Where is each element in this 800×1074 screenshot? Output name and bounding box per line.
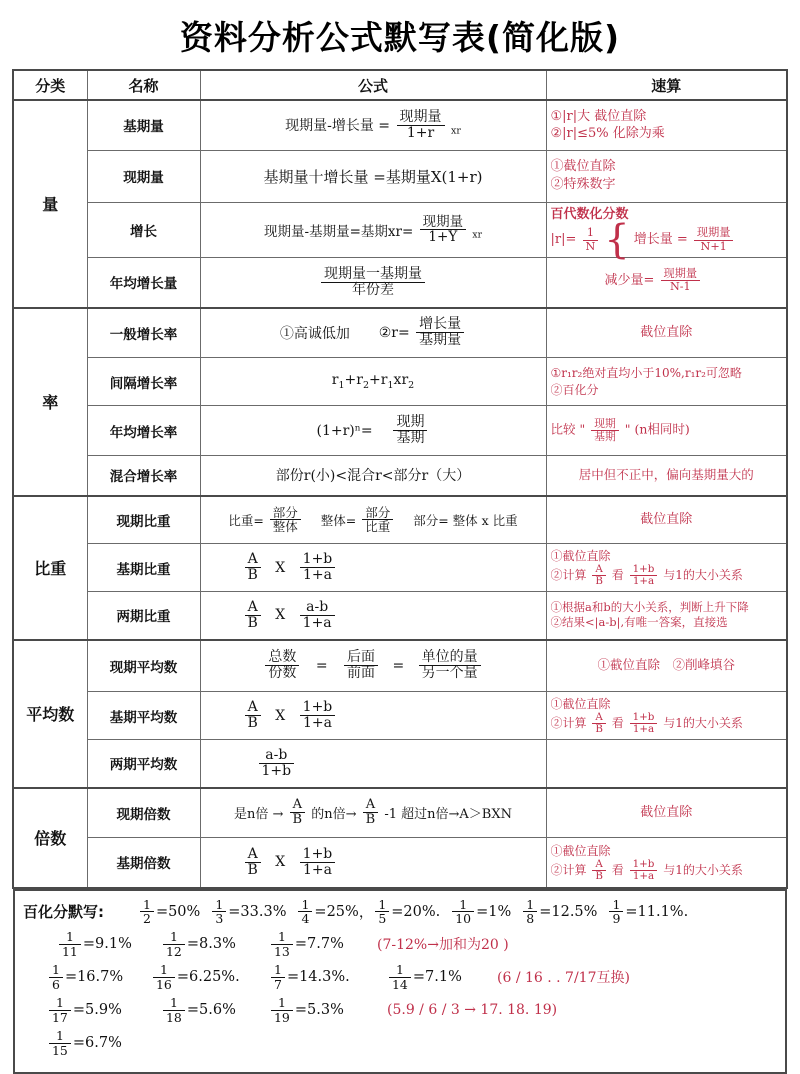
fraction-ab: $\frac{A}{B}$ bbox=[245, 700, 261, 731]
fraction: $\frac{\text{总数}}{\text{份数}}$ bbox=[265, 650, 299, 681]
table-row bbox=[13, 496, 787, 544]
row-name: 年均增长量 bbox=[87, 258, 200, 308]
row-formula bbox=[200, 358, 546, 406]
formula-part1: ①高诚低加 bbox=[279, 325, 350, 342]
fraction: $\frac{\text{现期量}}{N+1}$ bbox=[694, 227, 734, 252]
formula-part2: ②r= bbox=[378, 324, 410, 341]
memo-row bbox=[23, 1029, 777, 1057]
fraction-ratio: $\frac{1+b}{1+a}$ bbox=[300, 847, 336, 878]
fast-line: ①截位直除 bbox=[550, 843, 611, 858]
fast-line: ①截位直除 bbox=[550, 696, 611, 711]
row-name: 现期倍数 bbox=[87, 788, 200, 838]
formula-part2: 整体= bbox=[320, 512, 357, 528]
row-formula bbox=[200, 496, 546, 544]
category-bizhong: 比重 bbox=[13, 496, 87, 640]
formula-part3: -1 超过n倍→A＞BXN bbox=[384, 807, 512, 823]
memo-item: $\frac{1}{11}$ =9.1% bbox=[57, 930, 161, 958]
row-formula bbox=[200, 788, 546, 838]
row-fast-calc bbox=[546, 838, 787, 888]
fraction: $\frac{A}{B}$ bbox=[363, 798, 379, 827]
fast-line: ②计算 $\frac{A}{B}$ 看 $\frac{1+b}{1+a}$ 与1的大小关系 bbox=[550, 857, 743, 882]
memo-item: $\frac{1}{2}$ =50% bbox=[138, 898, 200, 926]
fraction: $\frac{\text{单位的量}}{\text{另一个量}}$ bbox=[419, 650, 481, 681]
equals-sign: = bbox=[315, 657, 328, 674]
row-formula bbox=[200, 308, 546, 358]
fraction: $\frac{\text{增长量}}{\text{基期量}}$ bbox=[416, 317, 464, 348]
decrease-amount-formula: 减少量= $\frac{\text{现期量}}{N-1}$ bbox=[605, 268, 703, 293]
table-row bbox=[13, 544, 787, 592]
fraction-ratio: $\frac{1+b}{1+a}$ bbox=[300, 700, 336, 731]
row-fast-calc bbox=[546, 100, 787, 150]
row-name: 间隔增长率 bbox=[87, 358, 200, 406]
fraction: $\frac{\text{后面}}{\text{前面}}$ bbox=[344, 650, 378, 681]
row-formula bbox=[200, 740, 546, 788]
interval-growth-formula: $r_1+r_2+r_1xr_2$ bbox=[331, 372, 415, 391]
memo-item: $\frac{1}{17}$ =5.9% bbox=[47, 996, 161, 1024]
row-name: 一般增长率 bbox=[87, 308, 200, 358]
lr-definition: |r|= $\frac{1}{N}$ bbox=[551, 227, 601, 252]
row-formula bbox=[200, 640, 546, 692]
memo-title: 百化分默写: bbox=[23, 903, 104, 921]
memo-note: (7-12%→加和为20 ) bbox=[377, 937, 509, 954]
row-name: 增长 bbox=[87, 202, 200, 258]
row-fast-calc bbox=[546, 740, 787, 788]
formula-part3: 部分= 整体 x 比重 bbox=[413, 512, 518, 528]
row-formula bbox=[200, 692, 546, 740]
table-header-row bbox=[13, 70, 787, 100]
fast-line: 截位直除 bbox=[640, 512, 693, 528]
row-formula bbox=[200, 592, 546, 640]
multiply-sign: X bbox=[275, 854, 286, 871]
row-formula bbox=[200, 100, 546, 150]
table-row bbox=[13, 202, 787, 258]
memo-row bbox=[23, 963, 777, 991]
row-fast-calc bbox=[546, 788, 787, 838]
row-formula bbox=[200, 406, 546, 456]
row-fast-calc bbox=[546, 544, 787, 592]
header-name: 名称 bbox=[87, 70, 200, 100]
fraction: $\frac{1+b}{1+a}$ bbox=[630, 859, 658, 882]
fast-brace-group bbox=[550, 217, 783, 264]
row-fast-calc bbox=[546, 150, 787, 202]
table-row bbox=[13, 740, 787, 788]
row-name: 两期平均数 bbox=[87, 740, 200, 788]
formula-part1: 是n倍 → bbox=[234, 807, 284, 823]
row-formula: 基期量十增长量 =基期量X(1+r) bbox=[200, 150, 546, 202]
fraction: $\frac{\text{部分}}{\text{比重}}$ bbox=[362, 506, 393, 534]
brace-icon: { bbox=[604, 217, 630, 264]
fraction: $\frac{\text{现期量}}{1+Y}$ bbox=[420, 215, 467, 245]
table-row bbox=[13, 308, 787, 358]
fraction: $\frac{A}{B}$ bbox=[592, 564, 606, 587]
table-row bbox=[13, 692, 787, 740]
fast-line: ①截位直除 bbox=[550, 548, 611, 563]
table-row bbox=[13, 406, 787, 456]
formula-part1: 比重= bbox=[228, 512, 264, 528]
fraction-ratio: $\frac{1+b}{1+a}$ bbox=[300, 552, 336, 583]
fast-line: ②结果<|a-b|,有唯一答案，直接选 bbox=[550, 615, 728, 630]
fast-suffix: " (n相同时) bbox=[624, 422, 690, 438]
fast-line: ②特殊数字 bbox=[550, 177, 616, 192]
fast-line: ②计算 $\frac{A}{B}$ 看 $\frac{1+b}{1+a}$ 与1的大小关系 bbox=[550, 711, 743, 736]
fast-line: ①根据a和b的大小关系，判断上升下降 bbox=[550, 599, 749, 614]
memo-item: $\frac{1}{15}$ =6.7% bbox=[47, 1029, 122, 1057]
fraction-ab: $\frac{A}{B}$ bbox=[245, 552, 261, 583]
table-row bbox=[13, 592, 787, 640]
fast-prefix: 比较 " bbox=[550, 422, 586, 438]
table-row bbox=[13, 258, 787, 308]
fraction: $\frac{\text{现期}}{\text{基期}}$ bbox=[393, 415, 427, 446]
row-name: 基期平均数 bbox=[87, 692, 200, 740]
memo-item: $\frac{1}{7}$ =14.3%. bbox=[269, 963, 387, 991]
fast-line: 居中但不正中，偏向基期量大的 bbox=[578, 466, 754, 482]
category-liang: 量 bbox=[13, 100, 87, 308]
row-name: 年均增长率 bbox=[87, 406, 200, 456]
memo-item: $\frac{1}{3}$ =33.3% bbox=[210, 898, 286, 926]
fast-line: ②|r|≤5% 化除为乘 bbox=[550, 126, 665, 142]
equals-sign: = bbox=[392, 657, 405, 674]
fraction: $\frac{\text{现期量一基期量}}{\text{年份差}}$ bbox=[321, 267, 425, 298]
row-name: 现期平均数 bbox=[87, 640, 200, 692]
fast-line: ②计算 $\frac{A}{B}$ 看 $\frac{1+b}{1+a}$ 与1的大小关系 bbox=[550, 563, 743, 588]
fraction: $\frac{\text{部分}}{\text{整体}}$ bbox=[270, 506, 301, 534]
table-row bbox=[13, 100, 787, 150]
memo-item: $\frac{1}{19}$ =5.3% bbox=[269, 996, 387, 1024]
table-row bbox=[13, 788, 787, 838]
memo-item: $\frac{1}{8}$ =12.5% bbox=[521, 898, 597, 926]
fraction-ab: $\frac{A}{B}$ bbox=[245, 600, 261, 631]
memo-note: (5.9 / 6 / 3 → 17. 18. 19) bbox=[387, 1002, 558, 1019]
table-row bbox=[13, 358, 787, 406]
row-fast-calc bbox=[546, 456, 787, 496]
memo-row bbox=[23, 898, 777, 926]
row-formula: 部份r(小)<混合r<部分r（大） bbox=[200, 456, 546, 496]
row-name: 现期量 bbox=[87, 150, 200, 202]
multiply-sign: X bbox=[275, 607, 286, 624]
row-fast-calc bbox=[546, 258, 787, 308]
multiply-sign: X bbox=[275, 707, 286, 724]
row-formula bbox=[200, 838, 546, 888]
fast-line: ①|r|大 截位直除 bbox=[550, 108, 647, 124]
fraction: $\frac{1+b}{1+a}$ bbox=[630, 564, 658, 587]
row-fast-calc bbox=[546, 406, 787, 456]
table-row bbox=[13, 456, 787, 496]
percent-fraction-memo bbox=[13, 889, 787, 1074]
memo-item: $\frac{1}{10}$ =1% bbox=[450, 898, 511, 926]
row-fast-calc bbox=[546, 640, 787, 692]
memo-item: $\frac{1}{9}$ =11.1%. bbox=[607, 898, 688, 926]
memo-note: (6 / 16 . . 7/17互换) bbox=[497, 970, 630, 987]
row-name: 现期比重 bbox=[87, 496, 200, 544]
formula-table bbox=[12, 69, 788, 889]
header-formula: 公式 bbox=[200, 70, 546, 100]
fraction: $\frac{\text{现期量}}{1+r}$ bbox=[397, 110, 445, 141]
fraction: $\frac{1+b}{1+a}$ bbox=[630, 712, 658, 735]
row-fast-calc bbox=[546, 692, 787, 740]
row-formula bbox=[200, 544, 546, 592]
fast-title: 百代数化分数 bbox=[550, 206, 629, 222]
memo-item: $\frac{1}{13}$ =7.7% bbox=[269, 930, 377, 958]
memo-item: $\frac{1}{14}$ =7.1% bbox=[387, 963, 497, 991]
memo-row bbox=[23, 996, 777, 1024]
memo-item: $\frac{1}{5}$ =20%. bbox=[373, 898, 440, 926]
page-title: 资料分析公式默写表(简化版) bbox=[179, 18, 621, 57]
row-name: 基期比重 bbox=[87, 544, 200, 592]
memo-separator: ， bbox=[358, 905, 374, 921]
memo-item: $\frac{1}{4}$ =25% bbox=[296, 898, 358, 926]
memo-item: $\frac{1}{6}$ =16.7% bbox=[47, 963, 151, 991]
category-pingjunshu: 平均数 bbox=[13, 640, 87, 788]
decrease-amount-group bbox=[551, 268, 783, 293]
row-fast-calc bbox=[546, 358, 787, 406]
fast-line: 截位直除 bbox=[640, 325, 693, 341]
formula-lhs: 现期量-基期量=基期xr= bbox=[264, 223, 414, 240]
multiply-sign: X bbox=[275, 559, 286, 576]
fraction-ab: $\frac{A}{B}$ bbox=[245, 847, 261, 878]
fraction-ratio: $\frac{a-b}{1+a}$ bbox=[300, 600, 335, 631]
row-fast-calc bbox=[546, 202, 787, 264]
memo-item: $\frac{1}{18}$ =5.6% bbox=[161, 996, 269, 1024]
table-row bbox=[13, 640, 787, 692]
fraction: $\frac{A}{B}$ bbox=[290, 798, 306, 827]
formula-lhs: (1+r)ⁿ= bbox=[316, 422, 373, 439]
category-lv: 率 bbox=[13, 308, 87, 496]
memo-item: $\frac{1}{16}$ =6.25%. bbox=[151, 963, 269, 991]
formula-part2: 的n倍→ bbox=[311, 807, 357, 823]
fraction: $\frac{a-b}{1+b}$ bbox=[259, 748, 295, 779]
fraction: $\frac{\text{现期量}}{N-1}$ bbox=[661, 268, 701, 293]
fraction: $\frac{A}{B}$ bbox=[592, 859, 606, 882]
row-name: 基期倍数 bbox=[87, 838, 200, 888]
row-fast-calc bbox=[546, 308, 787, 358]
header-category: 分类 bbox=[13, 70, 87, 100]
formula-lhs: 现期量-增长量 = bbox=[285, 118, 391, 135]
category-beishu: 倍数 bbox=[13, 788, 87, 888]
fraction: $\frac{1}{N}$ bbox=[583, 227, 599, 252]
fast-line: ①截位直除 ②削峰填谷 bbox=[597, 657, 735, 673]
fraction: $\frac{\text{现期}}{\text{基期}}$ bbox=[591, 418, 619, 442]
fast-line: ②百化分 bbox=[550, 382, 599, 397]
row-name: 基期量 bbox=[87, 100, 200, 150]
memo-row bbox=[23, 930, 777, 958]
row-name: 混合增长率 bbox=[87, 456, 200, 496]
formula-suffix: xr bbox=[472, 228, 482, 240]
table-row bbox=[13, 838, 787, 888]
fast-line: ①截位直除 bbox=[550, 159, 616, 175]
fraction: $\frac{A}{B}$ bbox=[592, 712, 606, 735]
growth-amount-formula: 增长量 = $\frac{\text{现期量}}{N+1}$ bbox=[634, 227, 736, 252]
row-fast-calc bbox=[546, 496, 787, 544]
fast-line: ①r₁r₂绝对直均小于10%,r₁r₂可忽略 bbox=[550, 366, 742, 381]
memo-item: $\frac{1}{12}$ =8.3% bbox=[161, 930, 269, 958]
header-fast-calc: 速算 bbox=[546, 70, 787, 100]
table-row bbox=[13, 150, 787, 202]
row-formula bbox=[200, 202, 546, 258]
fast-line: 截位直除 bbox=[640, 805, 693, 821]
row-fast-calc bbox=[546, 592, 787, 640]
formula-suffix: xr bbox=[450, 125, 461, 137]
row-name: 两期比重 bbox=[87, 592, 200, 640]
row-formula bbox=[200, 258, 546, 308]
